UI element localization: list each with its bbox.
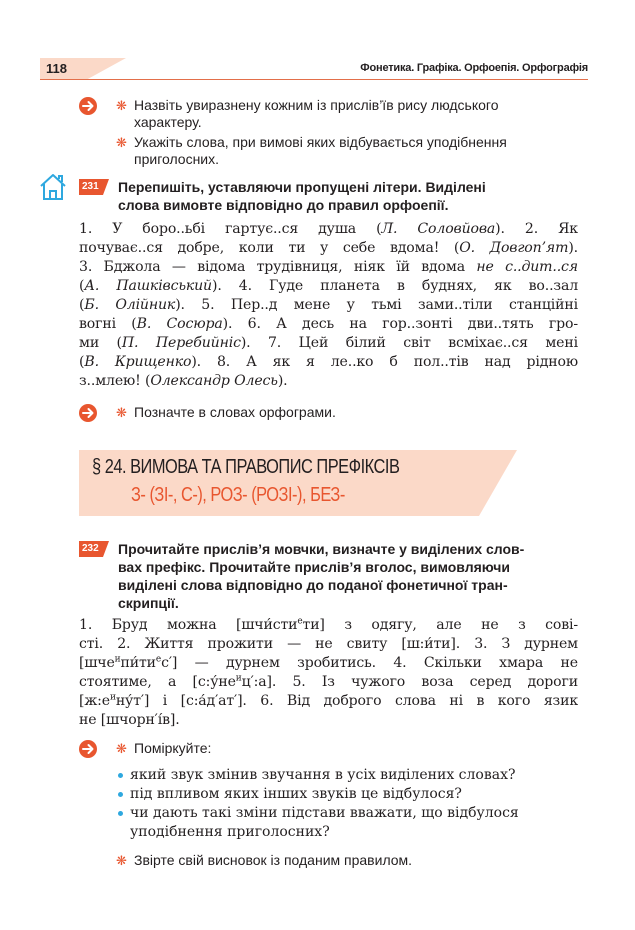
exercise-text xyxy=(79,616,578,730)
text-line: з..млею! (Олександр Олесь). xyxy=(79,373,288,389)
text-line: 1. У боро..ьбі гартує..ся душа (Л. Соловйова). 2. Як xyxy=(79,221,578,237)
task-line: приголосних. xyxy=(134,151,220,167)
header-rule xyxy=(40,79,588,80)
text-line: почуває..ся добре, коли ти у себе вдома! (О. Довгоп’ят). xyxy=(79,240,578,256)
star-icon: ❋ xyxy=(116,853,127,868)
text-line: стоятиме, а $[с:у́не^иц':а]$. 5. Із чужого воза серед дороги xyxy=(79,673,578,690)
list-item: який звук змінив звучання в усіх виділених словах? xyxy=(118,766,578,785)
exercise-instruction xyxy=(118,540,578,612)
list-item: уподібнення приголосних? xyxy=(130,824,330,840)
instruction-line: Прочитайте прислів’я мовчки, визначте у виділених слов- xyxy=(118,541,525,557)
task-line: Укажіть слова, при вимові яких відбувається уподібнення xyxy=(134,134,507,150)
exercise-text xyxy=(79,220,578,391)
text-line: вогні (В. Сосюра). 6. А десь на гор..зонті дви..тять гро- xyxy=(79,316,578,332)
task-line: Поміркуйте: xyxy=(134,740,212,756)
home-icon xyxy=(38,172,68,202)
exercise-number xyxy=(79,541,103,557)
instruction-line: виділені слова відповідно до поданої фонетичної тран- xyxy=(118,577,508,593)
arrow-right-icon xyxy=(79,740,97,758)
list-item: під впливом яких інших звуків це відбулося? xyxy=(118,785,578,804)
text-line: $[ж:е^ину́т']$ і [с:а́д′ат′]. 6. Від доброго слова ні в кого язик xyxy=(79,692,578,709)
list-item: чи дають такі зміни підстави вважати, що відбулося xyxy=(118,804,578,823)
text-line: 1. Бруд можна [шчи́сти$^е$ти] з одягу, але не з сові- xyxy=(79,616,578,633)
running-head: Фонетика. Графіка. Орфоепія. Орфографія xyxy=(360,62,588,74)
star-icon: ❋ xyxy=(116,405,127,420)
page-number: 118 xyxy=(40,58,86,80)
instruction-line: вах префікс. Прочитайте прислів’я вголос, вимовляючи xyxy=(118,559,510,575)
exercise-instruction xyxy=(118,178,578,214)
star-icon: ❋ xyxy=(116,98,127,113)
text-line: (Б. Олійник). 5. Пер..д мене у тьмі зами..тіли станційні xyxy=(79,297,578,313)
instruction-line: слова вимовте відповідно до правил орфоепії. xyxy=(118,197,449,213)
star-icon: ❋ xyxy=(116,135,127,150)
exercise-number xyxy=(79,179,103,195)
section-title: § 24. ВИМОВА ТА ПРАВОПИС ПРЕФІКСІВ xyxy=(92,456,400,478)
text-line: (В. Крищенко). 8. А як я ле..ко б пол..тів над рідною xyxy=(79,354,578,370)
text-line: не [шчорн′і́в]. xyxy=(79,712,180,728)
arrow-right-icon xyxy=(79,97,97,115)
page-header xyxy=(40,58,588,80)
section-heading xyxy=(79,450,517,516)
instruction-line: скрипції. xyxy=(118,595,179,611)
task-line: характеру. xyxy=(134,114,202,130)
task-line: Звірте свій висновок із поданим правилом. xyxy=(134,852,413,868)
question-list xyxy=(118,766,578,842)
task-line: Позначте в словах орфограми. xyxy=(134,404,336,420)
exercise-number-text: 232 xyxy=(82,543,99,554)
exercise-number-text: 231 xyxy=(82,181,99,192)
instruction-line: Перепишіть, уставляючи пропущені літери. Виділені xyxy=(118,179,486,195)
section-subtitle: З- (ЗІ-, С-), РОЗ- (РОЗІ-), БЕЗ- xyxy=(131,484,345,506)
text-line: сті. 2. Життя прожити — не свиту [ш:и́ти]. 3. З дурнем xyxy=(79,636,578,652)
arrow-right-icon xyxy=(79,404,97,422)
text-line: (А. Пашківський). 4. Гуде планета в буднях, як во..зал xyxy=(79,278,578,294)
star-icon: ❋ xyxy=(116,741,127,756)
task-line: Назвіть увиразнену кожним із прислів’їв рису людського xyxy=(134,97,499,113)
text-line: ми (П. Перебийніс). 7. Цей білий світ всміхає..ся мені xyxy=(79,335,578,351)
text-line: $[шче^ипи́ти^ес']$ — дурнем зробитись. 4. Скільки хмара не xyxy=(79,654,578,671)
text-line: 3. Бджола — відома трудівниця, ніяк їй вдома не с..дит..ся xyxy=(79,259,578,275)
page-number-tail xyxy=(86,58,126,80)
